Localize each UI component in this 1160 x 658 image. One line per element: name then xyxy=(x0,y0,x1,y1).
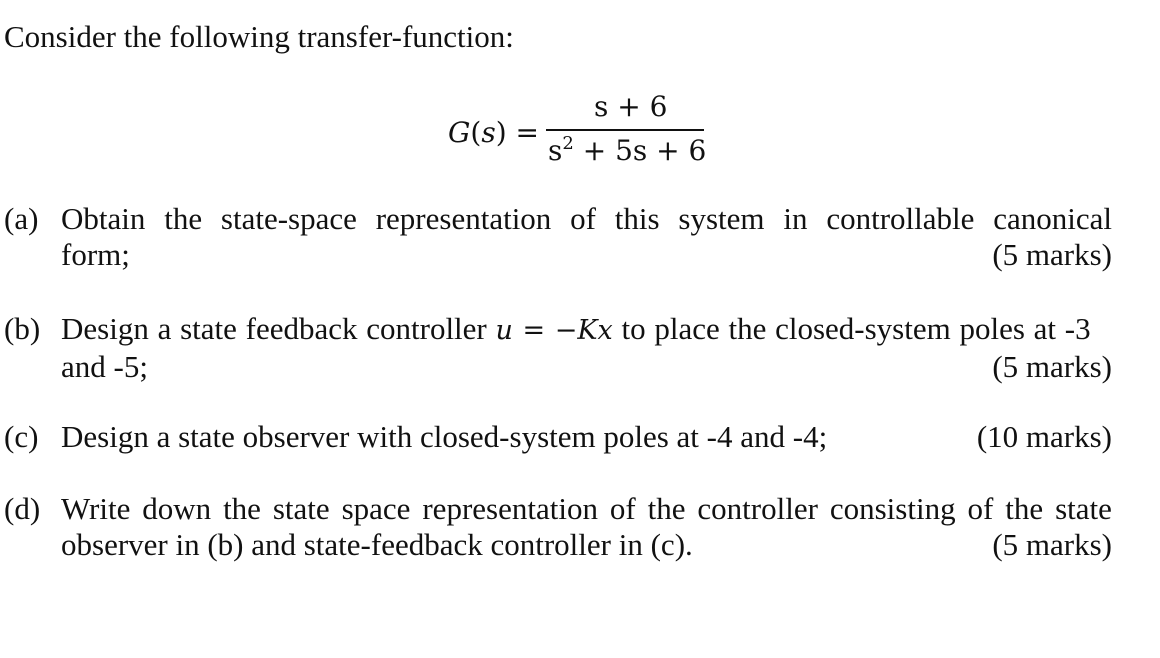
part-d-word: the xyxy=(647,491,686,526)
part-b-line1-pre: Design a state feedback controller xyxy=(61,311,496,346)
part-b-body xyxy=(61,311,1112,385)
part-b-line1-post: to place the closed-system poles at -3 xyxy=(612,311,1091,346)
part-b-label: (b) xyxy=(4,311,41,346)
part-d-word: controller xyxy=(697,491,818,526)
part-a-line2-text: form; xyxy=(61,237,130,272)
part-a-word: system xyxy=(678,201,765,236)
part-a xyxy=(4,201,1112,275)
part-a-label: (a) xyxy=(4,201,39,236)
part-b xyxy=(4,311,1112,385)
part-d-word: of xyxy=(609,491,636,526)
part-a-word: canonical xyxy=(993,201,1112,236)
intro-text: Consider the following transfer-function: xyxy=(4,19,514,54)
part-d-label: (d) xyxy=(4,491,41,526)
part-d xyxy=(4,491,1112,565)
part-a-line2 xyxy=(61,237,1112,273)
equation-equals: = xyxy=(506,116,539,149)
denominator-base: s xyxy=(548,134,563,167)
fraction-bar xyxy=(546,129,704,131)
part-a-word: controllable xyxy=(826,201,975,236)
part-b-control-law: u = −Kx xyxy=(495,315,613,346)
part-d-marks: (5 marks) xyxy=(992,527,1112,562)
part-c-label: (c) xyxy=(4,419,39,454)
part-a-word: in xyxy=(783,201,808,236)
equation-func: G xyxy=(448,116,471,149)
part-d-word: state xyxy=(272,491,330,526)
part-a-line1 xyxy=(61,201,1112,237)
part-b-line2-text: and -5; xyxy=(61,349,148,384)
part-b-line2 xyxy=(61,349,1112,385)
equation-lhs: G(s) = xyxy=(448,116,539,149)
part-a-word: of xyxy=(570,201,596,236)
equation-numerator: s + 6 xyxy=(594,90,668,123)
part-d-line2 xyxy=(61,527,1112,563)
part-d-word: down xyxy=(142,491,212,526)
part-d-line1 xyxy=(61,491,1112,527)
part-d-word: space xyxy=(341,491,411,526)
denominator-rest: + 5s + 6 xyxy=(573,134,707,167)
transfer-function-equation xyxy=(448,88,718,178)
part-a-word: state-space xyxy=(220,201,357,236)
part-a-word: Obtain xyxy=(61,201,146,236)
part-c xyxy=(4,419,1112,457)
part-c-line1-text: Design a state observer with closed-system poles at -4 and -4; xyxy=(61,419,828,454)
part-a-marks: (5 marks) xyxy=(992,237,1112,272)
equation-denominator xyxy=(548,134,706,168)
part-d-word: of xyxy=(967,491,994,526)
part-d-line2-text: observer in (b) and state-feedback controller in (c). xyxy=(61,527,693,562)
part-d-word: Write xyxy=(61,491,131,526)
equation-arg: s xyxy=(481,116,496,149)
denominator-exponent: 2 xyxy=(562,133,574,154)
part-d-word: the xyxy=(1005,491,1044,526)
part-a-word: the xyxy=(164,201,203,236)
part-d-word: state xyxy=(1055,491,1112,526)
part-b-line1 xyxy=(61,311,1112,349)
part-b-marks: (5 marks) xyxy=(992,349,1112,384)
part-c-body xyxy=(61,419,1112,455)
part-d-word: consisting xyxy=(829,491,956,526)
part-d-word: representation xyxy=(422,491,598,526)
part-c-marks: (10 marks) xyxy=(976,419,1112,454)
part-a-word: representation xyxy=(375,201,552,236)
part-a-word: this xyxy=(614,201,660,236)
part-d-word: the xyxy=(223,491,261,526)
part-a-body xyxy=(61,201,1112,273)
part-d-body xyxy=(61,491,1112,563)
part-c-line1 xyxy=(61,419,1112,455)
